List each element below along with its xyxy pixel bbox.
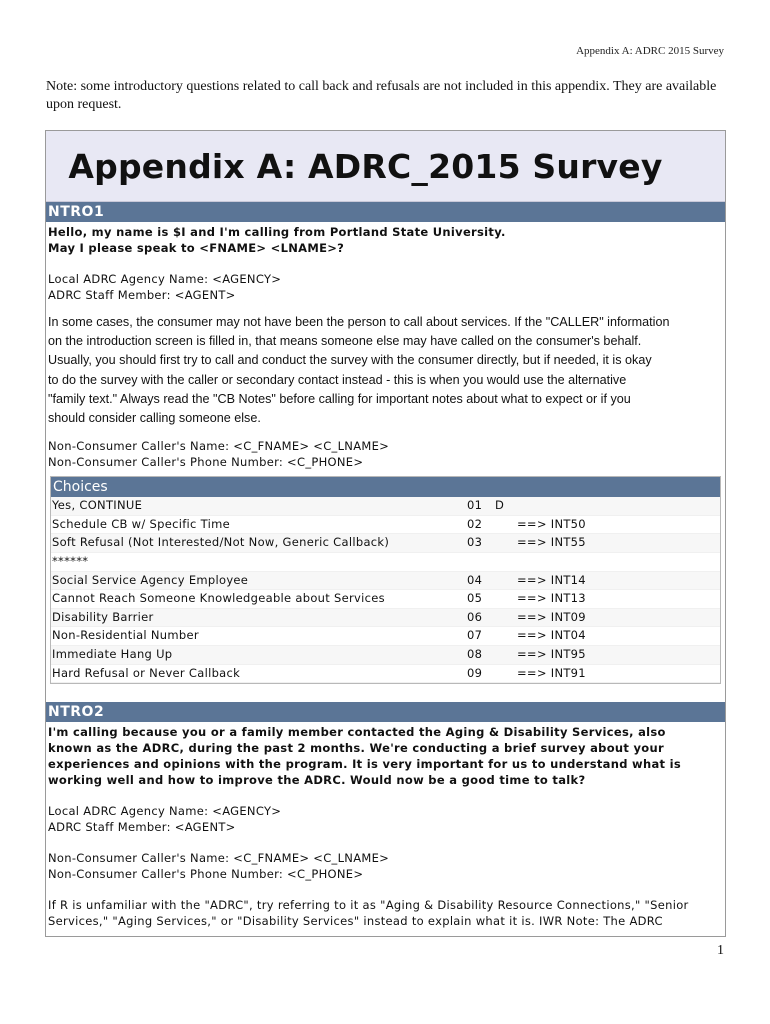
survey-document [45, 130, 726, 937]
intro2-caller-phone-line: Non-Consumer Caller's Phone Number: <C_PHONE> [48, 867, 364, 882]
intro2-staff-line: ADRC Staff Member: <AGENT> [48, 820, 236, 835]
intro2-agency-line: Local ADRC Agency Name: <AGENCY> [48, 804, 282, 819]
instruction-line: should consider calling someone else. [48, 411, 261, 426]
choice-label: Soft Refusal (Not Interested/Not Now, Generic Callback) [52, 535, 390, 550]
choices-table [50, 476, 721, 684]
intro1-agency-line: Local ADRC Agency Name: <AGENCY> [48, 272, 282, 286]
instruction-line: Usually, you should first try to call and conduct the survey with the consumer directly, but if needed, it is okay [48, 353, 652, 368]
choice-code: 04 [467, 572, 483, 587]
title-band [46, 131, 725, 202]
choice-label: Hard Refusal or Never Callback [52, 665, 241, 680]
choice-label: Non-Residential Number [52, 628, 199, 643]
choice-code: 05 [467, 591, 483, 606]
intro-note: Note: some introductory questions related to call back and refusals are not included in this appendix. They are available upon request. [46, 79, 717, 112]
survey-title: Appendix A: ADRC_2015 Survey [68, 146, 663, 186]
intro1-staff-line: ADRC Staff Member: <AGENT> [48, 288, 236, 302]
instruction-line: on the introduction screen is filled in, that means someone else may have called on the consumer's behalf. [48, 334, 642, 349]
choice-code: 08 [467, 646, 483, 661]
choice-label: Yes, CONTINUE [52, 498, 143, 513]
choice-row [51, 646, 720, 665]
intro2-caller-name-line: Non-Consumer Caller's Name: <C_FNAME> <C_LNAME> [48, 851, 390, 866]
intro2-note-line: Services," "Aging Services," or "Disability Services" instead to explain what it is. IWR Note: The ADRC [48, 914, 663, 929]
choice-goto: ==> INT55 [517, 535, 586, 550]
choice-row [51, 516, 720, 535]
choice-goto: ==> INT14 [517, 572, 586, 587]
choice-goto [495, 553, 517, 571]
choice-goto: ==> INT09 [517, 609, 586, 624]
intro2-script-line: working well and how to improve the ADRC. Would now be a good time to talk? [48, 773, 586, 788]
choice-code: 09 [467, 665, 483, 680]
intro1-script-line: Hello, my name is $I and I'm calling from Portland State University. [48, 225, 506, 239]
choice-code: 03 [467, 535, 483, 550]
intro2-script [46, 722, 725, 788]
choice-code [467, 553, 495, 571]
question-header-intro2: NTRO2 [46, 702, 725, 722]
choice-row [51, 609, 720, 628]
choice-code: 02 [467, 516, 483, 531]
question-header-intro1: NTRO1 [46, 202, 725, 222]
instruction-line: In some cases, the consumer may not have been the person to call about services. If the "CALLER" information [48, 315, 670, 329]
choice-label: ****** [52, 554, 89, 568]
choice-row [51, 497, 720, 516]
running-header: Appendix A: ADRC 2015 Survey [576, 45, 724, 57]
choice-row [51, 627, 720, 646]
intro1-caller-phone-line: Non-Consumer Caller's Phone Number: <C_PHONE> [48, 455, 364, 470]
choice-code: 07 [467, 628, 483, 643]
intro1-caller-name-line: Non-Consumer Caller's Name: <C_FNAME> <C_LNAME> [48, 439, 390, 454]
intro1-script [46, 222, 725, 256]
instruction-line: "family text." Always read the "CB Notes" before calling for important notes about what to expect or if you [48, 391, 631, 406]
instruction-line: to do the survey with the caller or secondary contact instead - this is when you would use the alternative [48, 372, 627, 387]
choice-code: 01 [467, 498, 483, 513]
choice-row [51, 590, 720, 609]
intro2-script-line: I'm calling because you or a family member contacted the Aging & Disability Services, also [48, 725, 666, 740]
choice-row [51, 665, 720, 684]
choices-header: Choices [51, 477, 720, 497]
choice-label: Social Service Agency Employee [52, 572, 249, 587]
choice-goto: D [495, 498, 505, 513]
intro2-note-line: If R is unfamiliar with the "ADRC", try referring to it as "Aging & Disability Resource Connections," "Senior [48, 898, 689, 913]
choice-goto: ==> INT04 [517, 628, 586, 643]
choice-goto: ==> INT13 [517, 591, 586, 606]
choices-list [51, 497, 720, 683]
choice-goto: ==> INT95 [517, 646, 586, 661]
intro2-script-line: known as the ADRC, during the past 2 months. We're conducting a brief survey about your [48, 741, 664, 756]
choice-row [51, 553, 720, 572]
choice-label: Cannot Reach Someone Knowledgeable about Services [52, 591, 385, 606]
choice-label: Disability Barrier [52, 609, 154, 624]
intro2-script-line: experiences and opinions with the program. It is very important for us to understand what is [48, 757, 681, 772]
choice-goto: ==> INT91 [517, 665, 586, 680]
choice-row [51, 534, 720, 553]
intro1-instructions [46, 313, 725, 428]
choice-label: Immediate Hang Up [52, 646, 173, 661]
choice-row [51, 572, 720, 591]
choice-label: Schedule CB w/ Specific Time [52, 516, 230, 531]
choice-code: 06 [467, 609, 483, 624]
choice-goto: ==> INT50 [517, 516, 586, 531]
page-number: 1 [717, 943, 724, 958]
intro1-script-line: May I please speak to <FNAME> <LNAME>? [48, 241, 345, 255]
